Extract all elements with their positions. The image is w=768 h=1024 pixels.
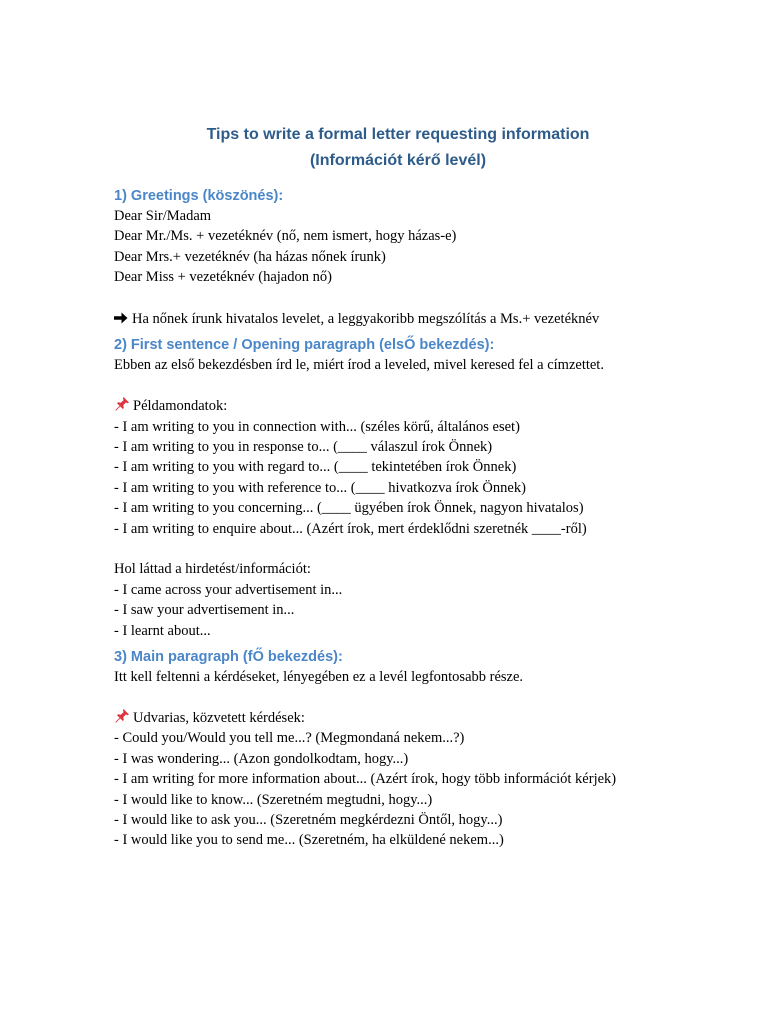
example-line: - I am writing to you concerning... (____ ügyében írok Önnek, nagyon hivatalos)	[114, 500, 584, 517]
ad-line: - I saw your advertisement in...	[114, 602, 295, 619]
greeting-line: Dear Mr./Ms. + vezetéknév (nő, nem ismert, hogy házas-e)	[114, 228, 457, 245]
section1-heading: 1) Greetings (köszönés):	[114, 188, 284, 204]
questions-label-text: Udvarias, közvetett kérdések:	[133, 709, 305, 726]
question-line: - Could you/Would you tell me...? (Megmondaná nekem...?)	[114, 730, 465, 747]
question-line: - I would like to know... (Szeretném megtudni, hogy...)	[114, 791, 433, 808]
greeting-line: Dear Mrs.+ vezetéknév (ha házas nőnek írunk)	[114, 248, 386, 265]
question-line: - I was wondering... (Azon gondolkodtam, hogy...)	[114, 750, 409, 767]
greeting-note	[114, 309, 734, 329]
examples-label-text: Példamondatok:	[133, 398, 228, 415]
pushpin-icon	[114, 396, 131, 416]
ad-line: - I learnt about...	[114, 622, 211, 639]
section3-intro: Itt kell feltenni a kérdéseket, lényegében ez a levél legfontosabb része.	[114, 669, 524, 686]
section2-heading: 2) First sentence / Opening paragraph (elsŐ bekezdés):	[114, 337, 495, 354]
section2-intro: Ebben az első bekezdésben írd le, miért írod a leveled, mivel keresed fel a címzettet.	[114, 357, 604, 374]
question-line: - I would like to ask you... (Szeretném megkérdezni Öntől, hogy...)	[114, 811, 503, 828]
document-title-line2: (Információt kérő levél)	[309, 152, 487, 169]
example-line: - I am writing to you in connection with... (széles körű, általános eset)	[114, 418, 520, 435]
example-line: - I am writing to you in response to... (____ válaszul írok Önnek)	[114, 439, 493, 456]
example-line: - I am writing to you with reference to... (____ hivatkozva írok Önnek)	[114, 479, 526, 496]
ad-label: Hol láttad a hirdetést/információt:	[114, 561, 311, 578]
document-page	[114, 122, 734, 851]
example-line: - I am writing to enquire about... (Azért írok, mert érdeklődni szeretnék ____-ről)	[114, 520, 587, 537]
question-line: - I would like you to send me... (Szeretném, ha elküldené nekem...)	[114, 832, 504, 849]
greeting-note-text: Ha nőnek írunk hivatalos levelet, a leggyakoribb megszólítás a Ms.+ vezetéknév	[132, 311, 600, 328]
right-arrow-icon	[114, 309, 128, 329]
pushpin-icon	[114, 708, 131, 728]
examples-label	[114, 396, 734, 416]
document-title-line1: Tips to write a formal letter requesting information	[206, 126, 590, 143]
section3-heading: 3) Main paragraph (fŐ bekezdés):	[114, 649, 343, 666]
greeting-line: Dear Sir/Madam	[114, 208, 212, 224]
example-line: - I am writing to you with regard to... (____ tekintetében írok Önnek)	[114, 459, 517, 476]
questions-label	[114, 708, 734, 728]
ad-line: - I came across your advertisement in...	[114, 581, 343, 598]
question-line: - I am writing for more information about... (Azért írok, hogy több információt kérjek)	[114, 771, 617, 788]
greeting-line: Dear Miss + vezetéknév (hajadon nő)	[114, 269, 332, 286]
